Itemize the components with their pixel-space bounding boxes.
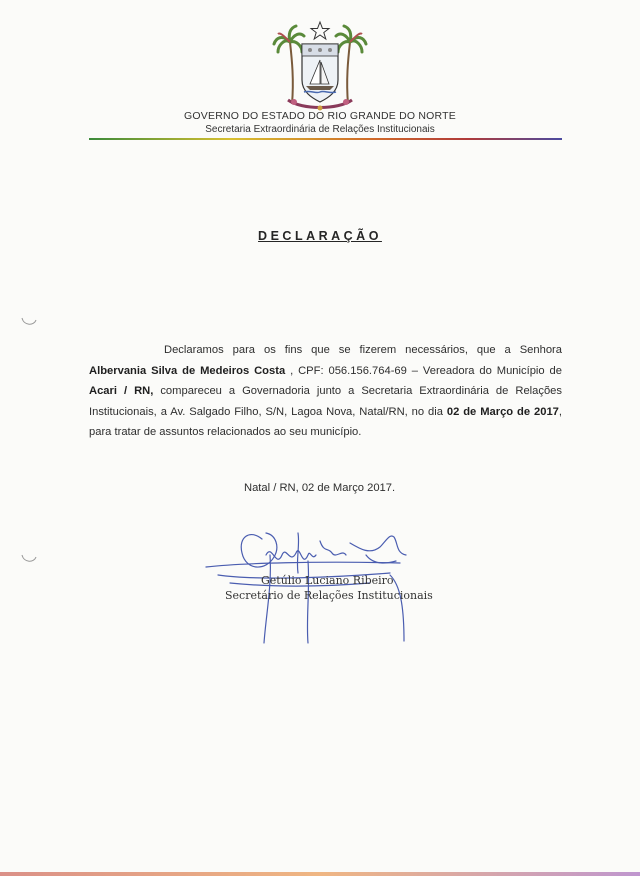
- state-coat-of-arms-icon: [272, 20, 368, 112]
- punch-hole-mark-icon: [20, 553, 38, 565]
- signer-name: Getúlio Luciano Ribeiro: [261, 574, 394, 587]
- body-middle: compareceu a Governadoria junto a Secretaria Extraordinária de Relações Institucionais, a Av. Salgado Filho, S/N, Lagoa Nova, Natal/RN, no dia: [89, 385, 563, 418]
- government-name: GOVERNO DO ESTADO DO RIO GRANDE DO NORTE: [184, 110, 456, 122]
- document-title: DECLARAÇÃO: [258, 229, 382, 243]
- punch-hole-mark-icon: [20, 316, 38, 328]
- body-end: , para tratar de assuntos relacionados ao seu município.: [89, 405, 563, 439]
- department-name: Secretaria Extraordinária de Relações Institucionais: [205, 124, 435, 135]
- body-cpf: , CPF: 056.156.764-69 – Vereadora do Município de: [285, 364, 562, 377]
- header-divider: [89, 138, 562, 140]
- place-and-date: Natal / RN, 02 de Março 2017.: [244, 482, 396, 494]
- body-intro: Declaramos para os fins que se fizerem necessários, que a Senhora: [164, 344, 562, 356]
- signer-title: Secretário de Relações Institucionais: [225, 589, 433, 602]
- declaration-body: [89, 340, 562, 443]
- person-name: Albervania Silva de Medeiros Costa: [89, 364, 286, 377]
- visit-date: 02 de Março de 2017: [446, 405, 559, 418]
- municipality: Acari / RN,: [89, 385, 154, 398]
- page-bottom-edge: [0, 872, 640, 876]
